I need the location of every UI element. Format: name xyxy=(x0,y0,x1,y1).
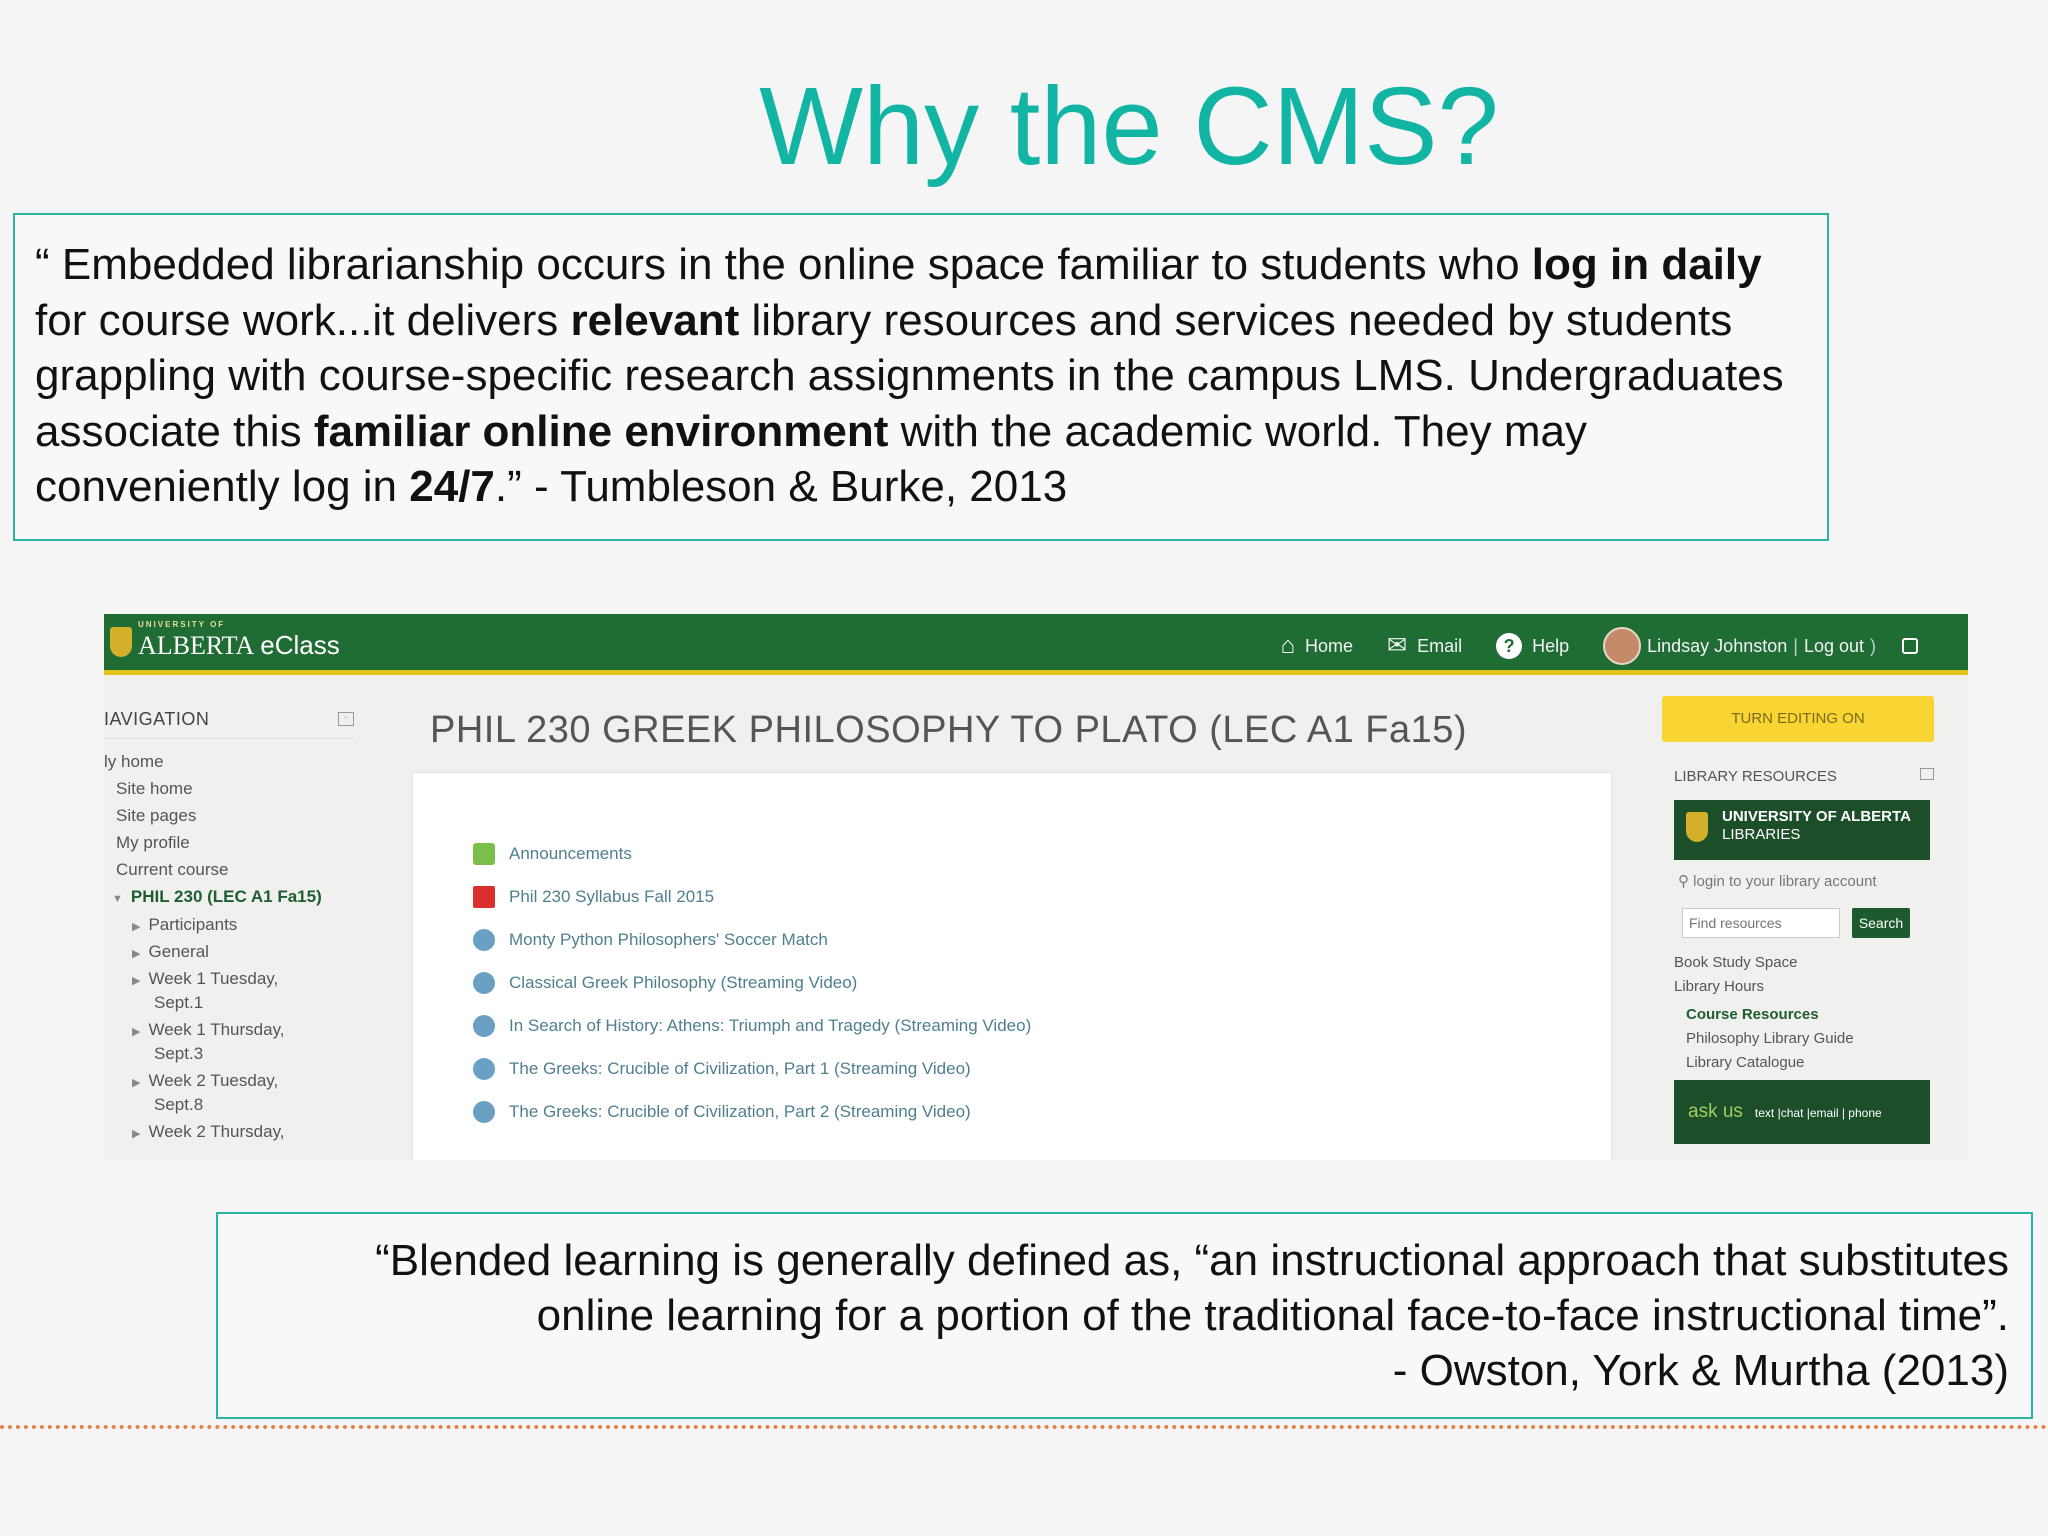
chevron-down-icon: ▼ xyxy=(112,893,123,905)
divider: | xyxy=(1793,635,1798,656)
nav-item-site-pages[interactable]: Site pages xyxy=(116,806,197,825)
quote-attribution: - Owston, York & Murtha (2013) xyxy=(1392,1346,2009,1395)
dotted-divider xyxy=(0,1425,2048,1429)
logo-main-text xyxy=(138,630,340,661)
nav-item-general[interactable] xyxy=(132,942,209,962)
nav-item-week2-thu[interactable] xyxy=(132,1122,285,1142)
resource-item-athens[interactable] xyxy=(473,1015,1031,1037)
library-logo[interactable] xyxy=(1674,800,1930,860)
nav-label: Week 1 Tuesday, xyxy=(148,969,279,988)
avatar xyxy=(1603,627,1641,665)
nav-item-week1-tue[interactable] xyxy=(132,969,278,989)
logo-small-text: UNIVERSITY OF xyxy=(138,620,226,629)
nav-item-week2-tue[interactable] xyxy=(132,1071,278,1091)
logo-alberta: ALBERTA xyxy=(138,631,255,660)
nav-item-week2-tue-date[interactable]: Sept.8 xyxy=(154,1095,204,1114)
nav-item-week1-thu-date[interactable]: Sept.3 xyxy=(154,1044,204,1063)
nav-label: Week 2 Thursday, xyxy=(148,1122,285,1141)
quote-bold: log in daily xyxy=(1531,240,1762,289)
ask-us-widget[interactable] xyxy=(1674,1080,1930,1144)
library-logo-line1: UNIVERSITY OF ALBERTA xyxy=(1722,808,1911,825)
turn-editing-on-button[interactable]: TURN EDITING ON xyxy=(1662,696,1934,742)
nav-label: Week 1 Thursday, xyxy=(148,1020,285,1039)
home-link[interactable] xyxy=(1280,633,1353,659)
url-icon xyxy=(473,972,495,994)
quote-bold: relevant xyxy=(570,295,740,345)
nav-item-my-profile[interactable]: My profile xyxy=(116,833,190,852)
pdf-icon xyxy=(473,886,495,908)
library-resources-heading: LIBRARY RESOURCES xyxy=(1674,768,1837,785)
home-label: Home xyxy=(1304,635,1353,656)
resource-label: The Greeks: Crucible of Civilization, Part 1 (Streaming Video) xyxy=(509,1059,971,1078)
url-icon xyxy=(473,1101,495,1123)
nav-item-course[interactable] xyxy=(112,887,322,907)
collapse-icon[interactable] xyxy=(1920,768,1934,780)
resource-item-syllabus[interactable] xyxy=(473,886,714,908)
course-resources-heading: Course Resources xyxy=(1686,1006,1819,1023)
quote-bold: 24/7 xyxy=(409,462,495,511)
nav-label: General xyxy=(148,942,209,961)
navigation-heading-text: IAVIGATION xyxy=(104,709,210,729)
quote-line: online learning for a portion of the traditional face-to-face instructional time”. xyxy=(536,1291,2009,1340)
nav-item-week1-tue-date[interactable]: Sept.1 xyxy=(154,993,204,1012)
chevron-right-icon: ▶ xyxy=(132,921,141,933)
navigation-heading xyxy=(104,709,354,739)
key-icon: ⚲ xyxy=(1678,873,1694,890)
quote-text: “ Embedded librarianship occurs in the online space familiar to students who xyxy=(35,240,1532,289)
course-title: PHIL 230 GREEK PHILOSOPHY TO PLATO (LEC A1 Fa15) xyxy=(430,709,1468,751)
help-icon: ? xyxy=(1496,633,1522,659)
ask-us-label: ask us xyxy=(1688,1101,1743,1122)
nav-item-site-home[interactable]: Site home xyxy=(116,779,193,798)
philosophy-library-guide-link[interactable]: Philosophy Library Guide xyxy=(1686,1030,1854,1047)
embedded-librarianship-quote xyxy=(13,213,1829,541)
find-resources-input[interactable] xyxy=(1682,908,1840,938)
library-login-link[interactable] xyxy=(1678,872,1877,890)
chevron-right-icon: ▶ xyxy=(132,975,141,987)
nav-course-label: PHIL 230 (LEC A1 Fa15) xyxy=(130,887,322,906)
url-icon xyxy=(473,1058,495,1080)
resource-item-classical-greek[interactable] xyxy=(473,972,857,994)
chevron-right-icon: ▶ xyxy=(132,1128,141,1140)
library-catalogue-link[interactable]: Library Catalogue xyxy=(1686,1054,1805,1071)
chevron-right-icon: ▶ xyxy=(132,948,141,960)
nav-item-participants[interactable] xyxy=(132,915,237,935)
resource-item-greeks-part1[interactable] xyxy=(473,1058,971,1080)
email-label: Email xyxy=(1417,635,1463,656)
slide-title: Why the CMS? xyxy=(759,65,1499,188)
resource-label: Classical Greek Philosophy (Streaming Video) xyxy=(509,973,858,992)
nav-item-current-course[interactable]: Current course xyxy=(116,860,229,879)
login-label: login to your library account xyxy=(1693,873,1877,890)
quote-line: “Blended learning is generally defined as, “an instructional approach that substitutes xyxy=(375,1236,2009,1285)
resource-item-monty-python[interactable] xyxy=(473,929,828,951)
expand-icon[interactable] xyxy=(1902,638,1918,654)
resource-label: Monty Python Philosophers' Soccer Match xyxy=(509,930,828,949)
nav-label: Week 2 Tuesday, xyxy=(148,1071,279,1090)
email-link[interactable] xyxy=(1387,633,1462,659)
logo-eclass: eClass xyxy=(260,630,340,660)
nav-item-my-home[interactable]: ly home xyxy=(104,752,164,771)
user-name: Lindsay Johnston xyxy=(1647,635,1788,656)
chevron-right-icon: ▶ xyxy=(132,1077,141,1089)
eclass-topbar xyxy=(104,614,1968,675)
quote-bold: familiar online environment xyxy=(313,406,889,456)
library-hours-link[interactable]: Library Hours xyxy=(1674,978,1765,995)
nav-item-week1-thu[interactable] xyxy=(132,1020,285,1040)
resource-label: In Search of History: Athens: Triumph and Tragedy (Streaming Video) xyxy=(509,1016,1032,1035)
quote-text: with the academic world. They may conveniently log in xyxy=(35,406,1587,511)
course-content-panel xyxy=(412,772,1612,1160)
library-logo-line2: LIBRARIES xyxy=(1722,826,1801,843)
home-icon: ⌂ xyxy=(1280,632,1295,659)
blended-learning-quote xyxy=(216,1212,2033,1419)
divider: ) xyxy=(1870,635,1876,656)
collapse-icon[interactable]: - xyxy=(338,712,354,726)
url-icon xyxy=(473,1015,495,1037)
resource-item-announcements[interactable] xyxy=(473,843,632,865)
logout-link[interactable]: Log out xyxy=(1803,635,1864,656)
resource-label: Phil 230 Syllabus Fall 2015 xyxy=(509,887,715,906)
quote-text: library resources and services needed by students grappling with course-specific research assignments in the campus LMS. Undergraduates associate this xyxy=(35,295,1784,456)
email-icon: ✉ xyxy=(1386,632,1408,659)
forum-icon xyxy=(473,843,495,865)
university-crest-icon xyxy=(110,627,132,657)
quote-text: for course work...it delivers xyxy=(35,295,571,345)
chevron-right-icon: ▶ xyxy=(132,1026,141,1038)
library-crest-icon xyxy=(1686,812,1708,842)
book-study-space-link[interactable]: Book Study Space xyxy=(1674,954,1798,971)
resource-item-greeks-part2[interactable] xyxy=(473,1101,971,1123)
eclass-screenshot xyxy=(104,614,1968,1160)
resource-label: Announcements xyxy=(509,844,632,863)
search-button[interactable]: Search xyxy=(1852,908,1910,938)
quote-text: .” - Tumbleson & Burke, 2013 xyxy=(494,462,1068,511)
ask-us-options[interactable]: text |chat |email | phone xyxy=(1754,1106,1882,1120)
help-label: Help xyxy=(1532,635,1570,656)
help-link[interactable] xyxy=(1496,633,1569,659)
resource-label: The Greeks: Crucible of Civilization, Part 2 (Streaming Video) xyxy=(509,1102,971,1121)
user-menu[interactable] xyxy=(1603,627,1918,665)
top-navigation xyxy=(1246,627,1918,665)
url-icon xyxy=(473,929,495,951)
nav-label: Participants xyxy=(148,915,238,934)
eclass-logo[interactable] xyxy=(110,622,340,661)
